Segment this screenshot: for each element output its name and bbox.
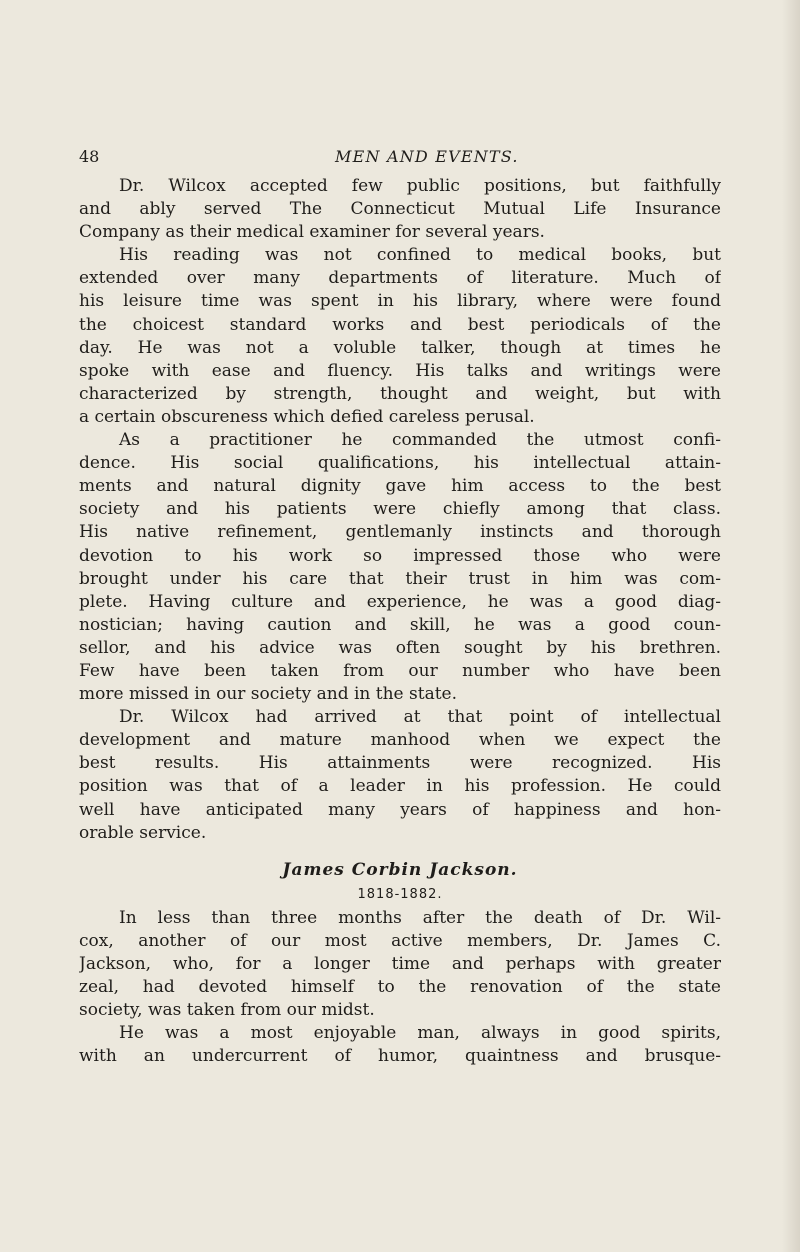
text-line: Dr. Wilcox accepted few public positions, but faithfully	[119, 176, 721, 196]
text-line: zeal, had devoted himself to the renovation of the state	[79, 977, 721, 997]
section-heading: James Corbin Jackson.	[282, 859, 518, 880]
text-line: spoke with ease and fluency. His talks and writings were	[79, 360, 721, 381]
text-line: dence. His social qualifications, his intellectual attain-	[79, 453, 721, 474]
text-line: well have anticipated many years of happiness and hon-	[79, 799, 721, 820]
text-line: with an undercurrent of humor, quaintness and brusque-	[79, 1046, 721, 1067]
text-line: Company as their medical examiner for several years.	[79, 222, 545, 243]
text-line: sellor, and his advice was often sought by his brethren.	[79, 637, 721, 658]
text-line: extended over many departments of literature. Much of	[79, 268, 721, 289]
text-line: development and mature manhood when we expect the	[79, 730, 721, 751]
text-line: Jackson, who, for a longer time and perhaps with greater	[79, 953, 721, 974]
text-line: day. He was not a voluble talker, though at times he	[79, 337, 721, 358]
page-edge-shadow	[782, 0, 800, 1252]
text-line: brought under his care that their trust in him was com-	[79, 568, 721, 589]
text-line: Dr. Wilcox had arrived at that point of intellectual	[119, 707, 721, 728]
page-number: 48	[79, 147, 100, 166]
text-line: position was that of a leader in his profession. He could	[79, 776, 721, 797]
text-line: He was a most enjoyable man, always in good spirits,	[119, 1023, 721, 1044]
text-line: His reading was not confined to medical books, but	[119, 245, 721, 266]
text-line: a certain obscureness which defied careless perusal.	[79, 406, 535, 427]
text-line: society, was taken from our midst.	[79, 1000, 375, 1021]
page-header	[0, 145, 800, 169]
text-line: and ably served The Connecticut Mutual Life Insurance	[79, 199, 721, 220]
text-part-jackson	[79, 907, 721, 1069]
text-line: the choicest standard works and best periodicals of the	[79, 314, 721, 335]
text-line: His native refinement, gentlemanly instincts and thorough	[79, 522, 721, 543]
text-line: his leisure time was spent in his library, where were found	[79, 291, 721, 312]
text-line: In less than three months after the death of Dr. Wil-	[119, 907, 721, 928]
text-line: plete. Having culture and experience, he was a good diag-	[79, 591, 721, 612]
text-line: devotion to his work so impressed those who were	[79, 545, 721, 566]
running-head: MEN AND EVENTS.	[335, 147, 519, 166]
text-line: more missed in our society and in the state.	[79, 684, 458, 705]
text-line: Few have been taken from our number who have been	[79, 660, 721, 681]
text-line: ments and natural dignity gave him access to the best	[79, 476, 721, 497]
text-line: nostician; having caution and skill, he was a good coun-	[79, 614, 721, 635]
text-line: characterized by strength, thought and weight, but with	[79, 383, 721, 404]
section-years: 1818-1882.	[357, 886, 443, 902]
text-line: society and his patients were chiefly among that class.	[79, 499, 721, 520]
text-line: orable service.	[79, 822, 207, 843]
body-text	[79, 175, 721, 1068]
text-line: As a practitioner he commanded the utmost confi-	[119, 430, 721, 451]
text-line: best results. His attainments were recognized. His	[79, 753, 721, 774]
text-part-wilcox	[79, 175, 721, 845]
text-line: cox, another of our most active members, Dr. James C.	[79, 930, 721, 951]
